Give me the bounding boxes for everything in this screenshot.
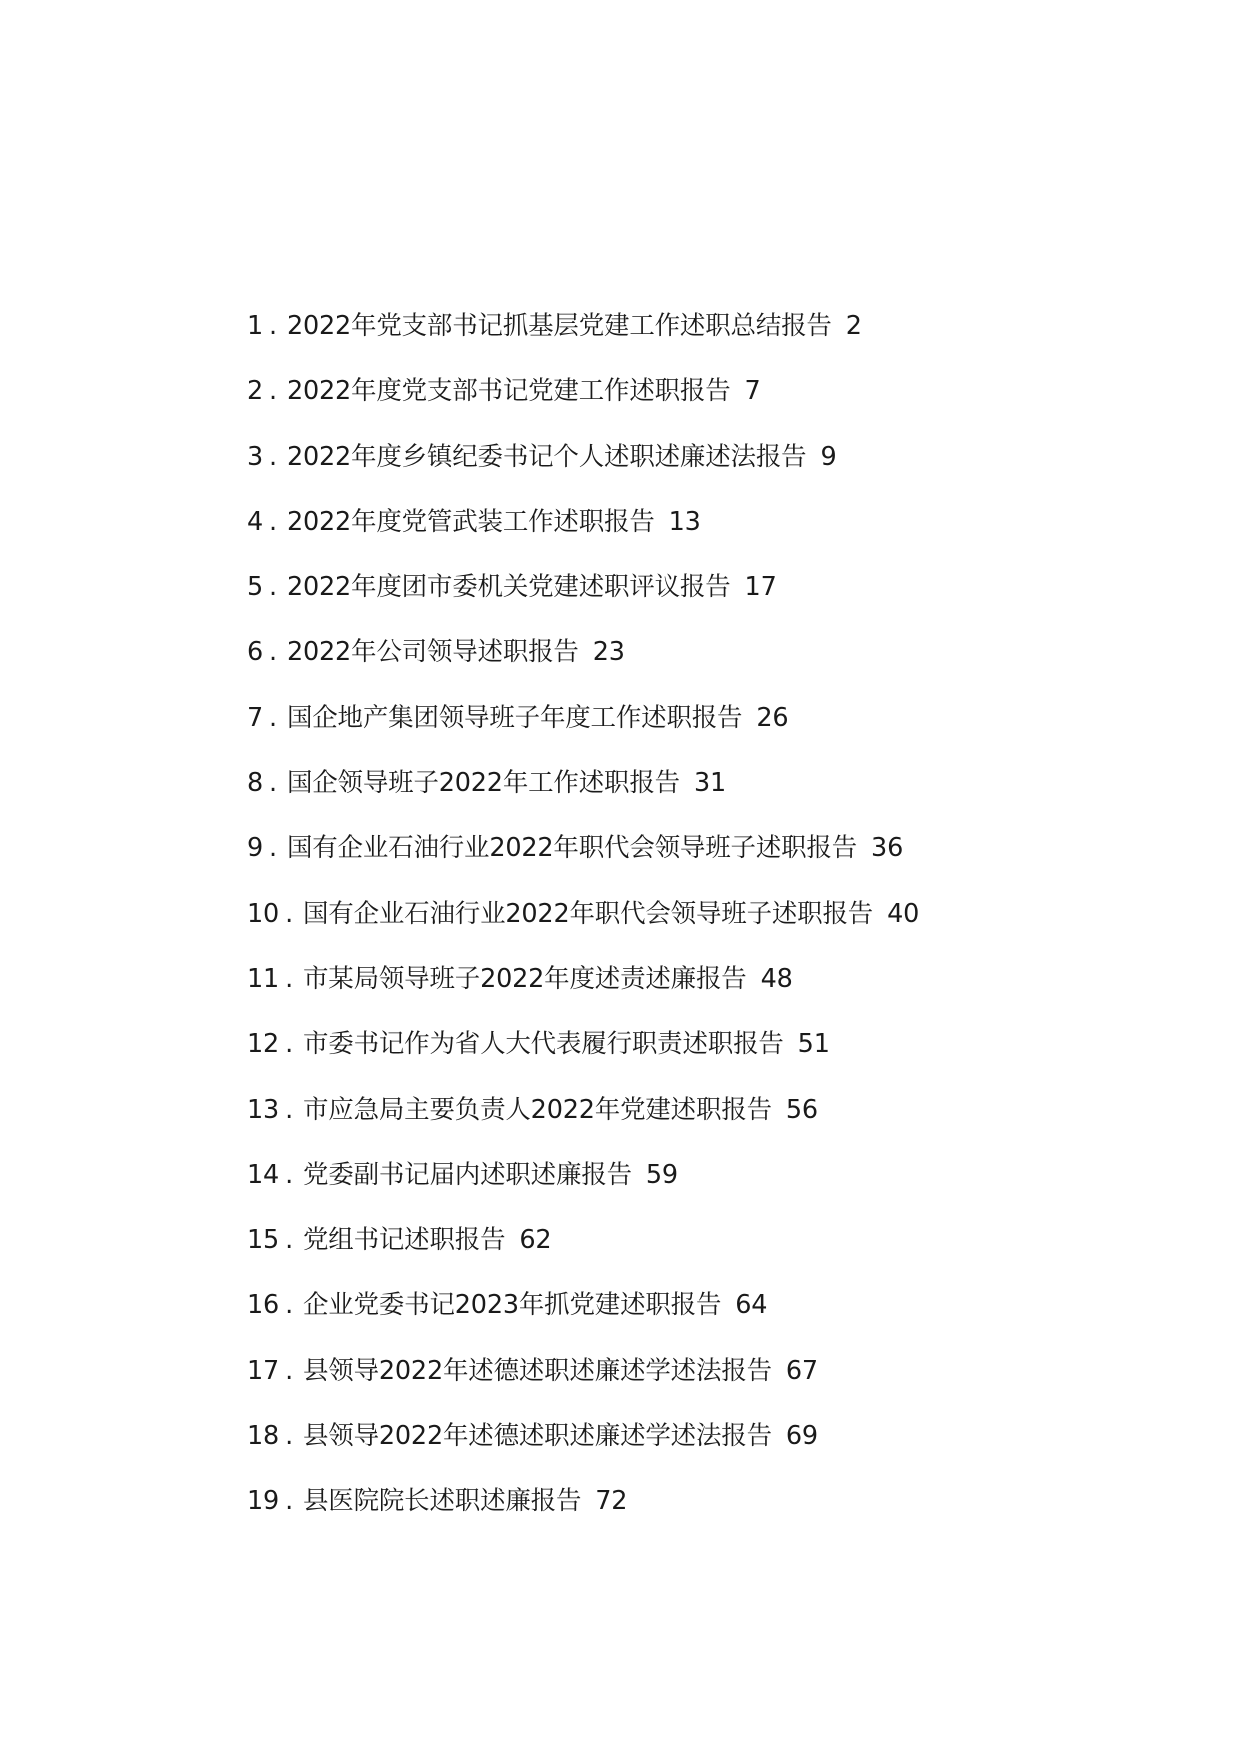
- toc-entry-number: 13: [247, 1094, 280, 1125]
- toc-entry-page-number: 9: [820, 441, 837, 472]
- toc-entry[interactable]: [247, 962, 1147, 1027]
- toc-entry[interactable]: [247, 635, 1147, 700]
- toc-entry-page-number: 26: [756, 702, 789, 733]
- toc-entry-title: 国有企业石油行业2022年职代会领导班子述职报告: [286, 833, 858, 864]
- toc-entry-page-number: 64: [735, 1290, 768, 1321]
- toc-entry[interactable]: [247, 440, 1147, 505]
- toc-entry[interactable]: [247, 505, 1147, 570]
- toc-entry-title: 2022年度乡镇纪委书记个人述职述廉述法报告: [286, 441, 807, 472]
- toc-entry-title: 国有企业石油行业2022年职代会领导班子述职报告: [302, 898, 874, 929]
- toc-entry-title: 党委副书记届内述职述廉报告: [302, 1159, 632, 1190]
- toc-entry-separator: .: [285, 1029, 293, 1060]
- toc-entry-page-number: 23: [592, 637, 625, 668]
- toc-entry-number: 7: [247, 702, 264, 733]
- toc-entry-page-number: 40: [887, 898, 920, 929]
- toc-entry-page-number: 56: [785, 1094, 818, 1125]
- toc-entry-separator: .: [269, 833, 277, 864]
- toc-entry-page-number: 2: [845, 311, 862, 341]
- toc-entry[interactable]: [247, 1158, 1147, 1223]
- toc-entry[interactable]: [247, 1419, 1147, 1484]
- toc-entry-separator: .: [285, 1290, 293, 1321]
- toc-entry-number: 17: [247, 1355, 280, 1386]
- toc-entry-title: 国企领导班子2022年工作述职报告: [286, 768, 680, 799]
- toc-entry[interactable]: [247, 309, 1147, 374]
- toc-entry[interactable]: [247, 831, 1147, 896]
- toc-entry-number: 18: [247, 1421, 280, 1452]
- toc-entry-number: 2: [247, 376, 264, 407]
- toc-entry-separator: .: [285, 963, 293, 994]
- toc-entry-number: 11: [247, 963, 280, 994]
- toc-entry-page-number: 36: [871, 833, 904, 864]
- toc-entry-number: 9: [247, 833, 264, 864]
- toc-entry-separator: .: [269, 441, 277, 472]
- toc-entry[interactable]: [247, 1027, 1147, 1092]
- toc-entry-number: 15: [247, 1225, 280, 1256]
- toc-entry-number: 4: [247, 506, 264, 537]
- table-of-contents: [247, 309, 1147, 1550]
- toc-entry-number: 12: [247, 1029, 280, 1060]
- toc-entry-title: 市某局领导班子2022年度述责述廉报告: [302, 963, 747, 994]
- toc-entry-separator: .: [269, 637, 277, 668]
- toc-entry-page-number: 17: [744, 572, 777, 603]
- toc-entry[interactable]: [247, 766, 1147, 831]
- toc-entry-separator: .: [269, 768, 277, 799]
- toc-entry-page-number: 69: [785, 1421, 818, 1452]
- toc-entry[interactable]: [247, 1223, 1147, 1288]
- toc-entry-title: 2022年度团市委机关党建述职评议报告: [286, 572, 731, 603]
- toc-entry-title: 企业党委书记2023年抓党建述职报告: [302, 1290, 722, 1321]
- toc-entry-number: 1: [247, 311, 264, 341]
- toc-entry-page-number: 72: [595, 1486, 628, 1517]
- toc-entry-title: 2022年度党管武装工作述职报告: [286, 506, 655, 537]
- toc-entry-title: 县医院院长述职述廉报告: [302, 1486, 582, 1517]
- toc-entry[interactable]: [247, 374, 1147, 439]
- toc-entry-page-number: 62: [519, 1225, 552, 1256]
- toc-entry-title: 市委书记作为省人大代表履行职责述职报告: [302, 1029, 784, 1060]
- toc-entry-page-number: 31: [693, 768, 726, 799]
- toc-entry-separator: .: [269, 572, 277, 603]
- toc-entry[interactable]: [247, 1093, 1147, 1158]
- toc-entry-title: 县领导2022年述德述职述廉述学述法报告: [302, 1355, 772, 1386]
- toc-entry-title: 市应急局主要负责人2022年党建述职报告: [302, 1094, 772, 1125]
- toc-entry-separator: .: [269, 311, 277, 341]
- toc-entry-title: 2022年党支部书记抓基层党建工作述职总结报告: [286, 311, 832, 341]
- toc-entry-separator: .: [285, 1159, 293, 1190]
- toc-entry[interactable]: [247, 1354, 1147, 1419]
- toc-entry-separator: .: [285, 1421, 293, 1452]
- toc-entry-page-number: 13: [668, 506, 701, 537]
- toc-entry-number: 19: [247, 1486, 280, 1517]
- toc-entry-separator: .: [285, 1486, 293, 1517]
- toc-entry-number: 16: [247, 1290, 280, 1321]
- toc-entry-title: 国企地产集团领导班子年度工作述职报告: [286, 702, 743, 733]
- toc-entry-separator: .: [285, 1355, 293, 1386]
- toc-entry-title: 2022年公司领导述职报告: [286, 637, 579, 668]
- toc-entry-number: 14: [247, 1159, 280, 1190]
- toc-entry-number: 5: [247, 572, 264, 603]
- toc-entry-page-number: 51: [797, 1029, 830, 1060]
- toc-entry-separator: .: [269, 506, 277, 537]
- toc-entry-title: 党组书记述职报告: [302, 1225, 506, 1256]
- toc-entry-page-number: 59: [645, 1159, 678, 1190]
- toc-entry[interactable]: [247, 1484, 1147, 1549]
- toc-entry-separator: .: [285, 1225, 293, 1256]
- toc-entry[interactable]: [247, 1288, 1147, 1353]
- toc-entry-title: 县领导2022年述德述职述廉述学述法报告: [302, 1421, 772, 1452]
- toc-entry-separator: .: [269, 376, 277, 407]
- toc-entry-number: 3: [247, 441, 264, 472]
- toc-entry[interactable]: [247, 570, 1147, 635]
- toc-entry-number: 10: [247, 898, 280, 929]
- toc-entry-separator: .: [285, 1094, 293, 1125]
- toc-entry-separator: .: [269, 702, 277, 733]
- toc-entry[interactable]: [247, 897, 1147, 962]
- toc-entry[interactable]: [247, 701, 1147, 766]
- toc-entry-page-number: 67: [785, 1355, 818, 1386]
- toc-entry-number: 8: [247, 768, 264, 799]
- toc-entry-separator: .: [285, 898, 293, 929]
- toc-entry-page-number: 7: [744, 376, 761, 407]
- toc-entry-page-number: 48: [760, 963, 793, 994]
- toc-entry-title: 2022年度党支部书记党建工作述职报告: [286, 376, 731, 407]
- toc-entry-number: 6: [247, 637, 264, 668]
